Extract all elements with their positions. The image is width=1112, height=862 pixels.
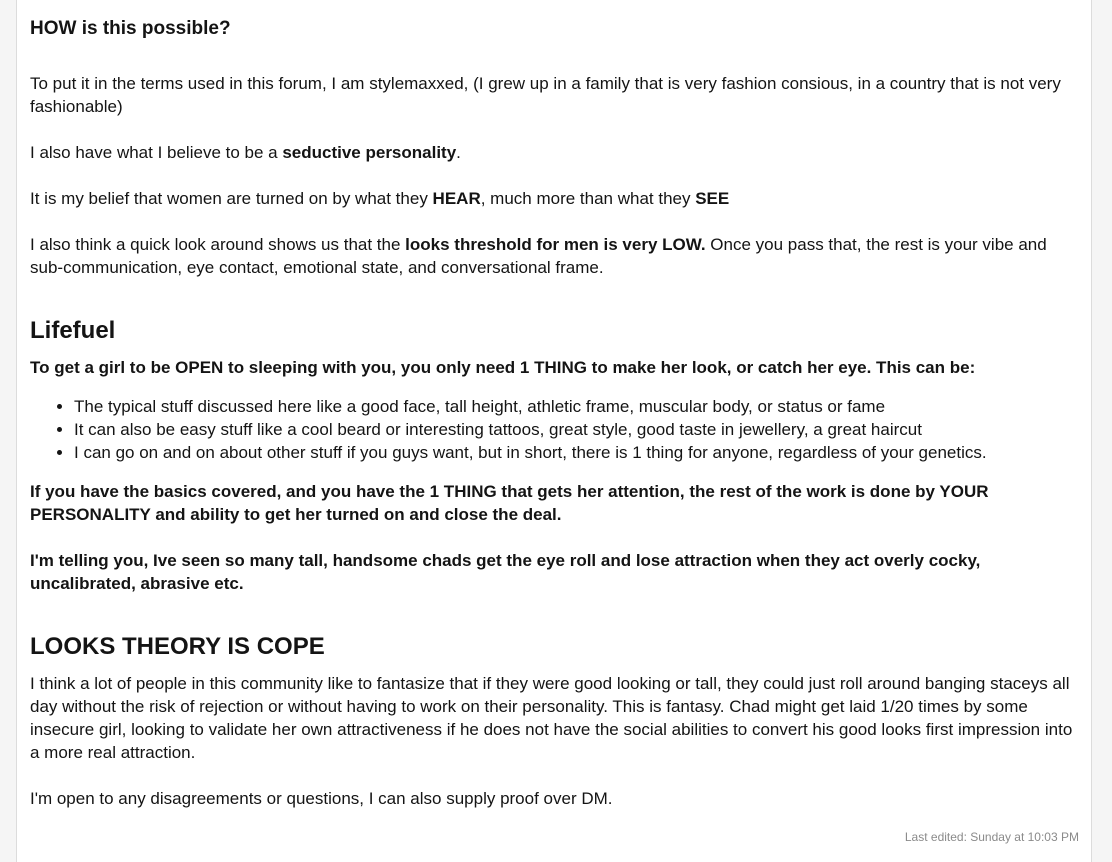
bold-text: seductive personality (282, 143, 457, 162)
paragraph-disagreements: I'm open to any disagreements or questions, I can also supply proof over DM. (30, 789, 613, 808)
bullet-list (30, 395, 1078, 464)
paragraph-fantasy: I think a lot of people in this community like to fantasize that if they were good looking or tall, they could just roll around banging staceys all day without the risk of rejection or without having to work on their personality. This is fantasy. Chad might get laid 1/20 times by some insecure girl, looking to validate her own attractiveness if he does not have the social abilities to convert his good looks first impression into a more real attraction. (30, 674, 1073, 762)
paragraph-hear-see (30, 187, 1078, 210)
list-item: • It can also be easy stuff like a cool beard or interesting tattoos, great style, good taste in jewellery, a great haircut (74, 418, 1078, 441)
text: . (456, 143, 461, 162)
paragraph-stylemaxxed: To put it in the terms used in this forum, I am stylemaxxed, (I grew up in a family that is very fashion consious, in a country that is not very fashionable) (30, 74, 1061, 116)
list-item: • The typical stuff discussed here like a good face, tall height, athletic frame, muscular body, or status or fame (74, 395, 1078, 418)
text: Once you pass that, the rest is your vibe and sub-communication, eye contact, emotional state, and conversational frame. (30, 235, 1047, 277)
text: It is my belief that women are turned on by what they (30, 189, 433, 208)
post-body (17, 0, 1091, 810)
bold-text: HEAR (432, 189, 481, 208)
paragraph-basics: If you have the basics covered, and you have the 1 THING that gets her attention, the rest of the work is done by YOUR PERSONALITY and ability to get her turned on and close the deal. (30, 482, 989, 524)
text: I also think a quick look around shows us that the (30, 235, 406, 254)
last-edited: Last edited: Sunday at 10:03 PM (904, 830, 1079, 844)
text: , much more than what they (480, 189, 696, 208)
heading-looks-theory: LOOKS THEORY IS COPE (30, 633, 325, 660)
bold-text: looks threshold for men is very LOW. (405, 235, 706, 254)
paragraph-chads: I'm telling you, Ive seen so many tall, handsome chads get the eye roll and lose attraction when they act overly cocky, uncalibrated, abrasive etc. (30, 551, 981, 593)
heading-lifefuel: Lifefuel (30, 317, 116, 344)
text: I also have what I believe to be a (30, 143, 283, 162)
paragraph-intro: To get a girl to be OPEN to sleeping with you, you only need 1 THING to make her look, or catch her eye. This can be: (30, 358, 976, 377)
paragraph-seductive (30, 141, 1078, 164)
paragraph-threshold (30, 233, 1078, 279)
post-container (16, 0, 1092, 862)
post-heading-how: HOW is this possible? (30, 18, 231, 39)
bold-text: SEE (695, 189, 730, 208)
list-item: • I can go on and on about other stuff if you guys want, but in short, there is 1 thing for anyone, regardless of your genetics. (74, 441, 1078, 464)
